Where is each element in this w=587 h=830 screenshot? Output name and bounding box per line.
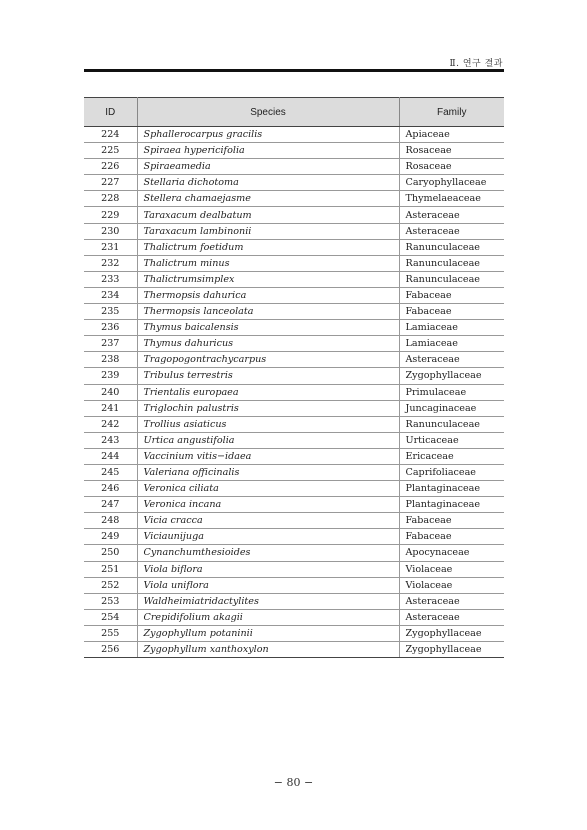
row-family: Fabaceae [399,287,504,303]
row-species: Spiraeamedia [137,159,399,175]
row-species: Trollius asiaticus [137,416,399,432]
column-header-species: Species [137,98,399,127]
row-family: Plantaginaceae [399,481,504,497]
page-number: − 80 − [273,776,314,789]
row-id: 236 [84,320,137,336]
row-id: 229 [84,207,137,223]
row-id: 253 [84,593,137,609]
row-family: Urticaceae [399,432,504,448]
table-row [84,432,504,448]
table-row [84,287,504,303]
row-id: 230 [84,223,137,239]
row-species: Urtica angustifolia [137,432,399,448]
row-family: Ranunculaceae [399,239,504,255]
table-header-row [84,98,504,127]
row-id: 225 [84,143,137,159]
row-id: 256 [84,642,137,658]
row-family: Asteraceae [399,223,504,239]
row-family: Rosaceae [399,159,504,175]
row-family: Fabaceae [399,513,504,529]
row-species: Triglochin palustris [137,400,399,416]
row-id: 228 [84,191,137,207]
table-row [84,400,504,416]
row-family: Ranunculaceae [399,271,504,287]
table-body [84,127,504,658]
row-id: 246 [84,481,137,497]
row-family: Zygophyllaceae [399,368,504,384]
table-row [84,255,504,271]
table-row [84,127,504,143]
row-species: Stellera chamaejasme [137,191,399,207]
row-species: Tribulus terrestris [137,368,399,384]
row-family: Ranunculaceae [399,255,504,271]
row-family: Apocynaceae [399,545,504,561]
row-species: Tragopogontrachycarpus [137,352,399,368]
row-id: 226 [84,159,137,175]
row-family: Plantaginaceae [399,497,504,513]
row-family: Zygophyllaceae [399,625,504,641]
row-species: Viciaunijuga [137,529,399,545]
table-row [84,304,504,320]
row-species: Veronica incana [137,497,399,513]
row-species: Taraxacum dealbatum [137,207,399,223]
row-id: 252 [84,577,137,593]
row-id: 241 [84,400,137,416]
table-row [84,481,504,497]
row-species: Vaccinium vitis−idaea [137,448,399,464]
table-row [84,497,504,513]
row-id: 250 [84,545,137,561]
row-id: 227 [84,175,137,191]
row-species: Spiraea hypericifolia [137,143,399,159]
row-species: Valeriana officinalis [137,464,399,480]
row-family: Caprifoliaceae [399,464,504,480]
table-row [84,464,504,480]
row-species: Thalictrum minus [137,255,399,271]
row-species: Vicia cracca [137,513,399,529]
row-id: 238 [84,352,137,368]
row-family: Primulaceae [399,384,504,400]
table-row [84,384,504,400]
species-table [84,97,504,658]
row-id: 247 [84,497,137,513]
table-row [84,545,504,561]
row-id: 249 [84,529,137,545]
table-row [84,191,504,207]
table-row [84,513,504,529]
row-family: Ericaceae [399,448,504,464]
row-family: Caryophyllaceae [399,175,504,191]
row-species: Thermopsis dahurica [137,287,399,303]
table-row [84,223,504,239]
row-species: Viola biflora [137,561,399,577]
row-species: Veronica ciliata [137,481,399,497]
table-row [84,368,504,384]
row-species: Zygophyllum xanthoxylon [137,642,399,658]
row-id: 242 [84,416,137,432]
row-family: Rosaceae [399,143,504,159]
row-species: Thymus baicalensis [137,320,399,336]
table-row [84,577,504,593]
row-species: Zygophyllum potaninii [137,625,399,641]
row-family: Asteraceae [399,593,504,609]
row-family: Fabaceae [399,304,504,320]
row-id: 248 [84,513,137,529]
table-row [84,625,504,641]
table-row [84,239,504,255]
row-id: 255 [84,625,137,641]
row-family: Asteraceae [399,609,504,625]
row-id: 224 [84,127,137,143]
table-row [84,175,504,191]
row-family: Apiaceae [399,127,504,143]
table-row [84,320,504,336]
table-row [84,143,504,159]
row-species: Thalictrumsimplex [137,271,399,287]
row-species: Stellaria dichotoma [137,175,399,191]
row-id: 235 [84,304,137,320]
row-family: Zygophyllaceae [399,642,504,658]
table-row [84,593,504,609]
row-family: Ranunculaceae [399,416,504,432]
row-id: 243 [84,432,137,448]
header-rule [84,69,504,72]
row-species: Cynanchumthesioides [137,545,399,561]
row-species: Taraxacum lambinonii [137,223,399,239]
row-family: Violaceae [399,577,504,593]
running-header: Ⅱ. 연구 결과 [449,59,503,69]
row-id: 231 [84,239,137,255]
row-family: Fabaceae [399,529,504,545]
row-species: Thalictrum foetidum [137,239,399,255]
row-family: Asteraceae [399,207,504,223]
row-id: 234 [84,287,137,303]
row-species: Trientalis europaea [137,384,399,400]
table-row [84,352,504,368]
table-row [84,416,504,432]
row-family: Lamiaceae [399,336,504,352]
row-species: Viola uniflora [137,577,399,593]
row-family: Juncaginaceae [399,400,504,416]
table-row [84,609,504,625]
row-id: 237 [84,336,137,352]
row-id: 240 [84,384,137,400]
column-header-family: Family [399,98,504,127]
row-id: 251 [84,561,137,577]
row-id: 239 [84,368,137,384]
table-row [84,271,504,287]
row-id: 245 [84,464,137,480]
row-family: Asteraceae [399,352,504,368]
row-id: 244 [84,448,137,464]
row-family: Violaceae [399,561,504,577]
table-row [84,448,504,464]
column-header-id: ID [84,98,137,127]
row-species: Thermopsis lanceolata [137,304,399,320]
row-species: Crepidifolium akagii [137,609,399,625]
row-id: 233 [84,271,137,287]
row-family: Thymelaeaceae [399,191,504,207]
row-species: Thymus dahuricus [137,336,399,352]
table-row [84,207,504,223]
table-row [84,529,504,545]
table-row [84,159,504,175]
row-id: 254 [84,609,137,625]
row-id: 232 [84,255,137,271]
table-row [84,336,504,352]
row-species: Waldheimiatridactylites [137,593,399,609]
row-species: Sphallerocarpus gracilis [137,127,399,143]
row-family: Lamiaceae [399,320,504,336]
table-row [84,561,504,577]
table-row [84,642,504,658]
